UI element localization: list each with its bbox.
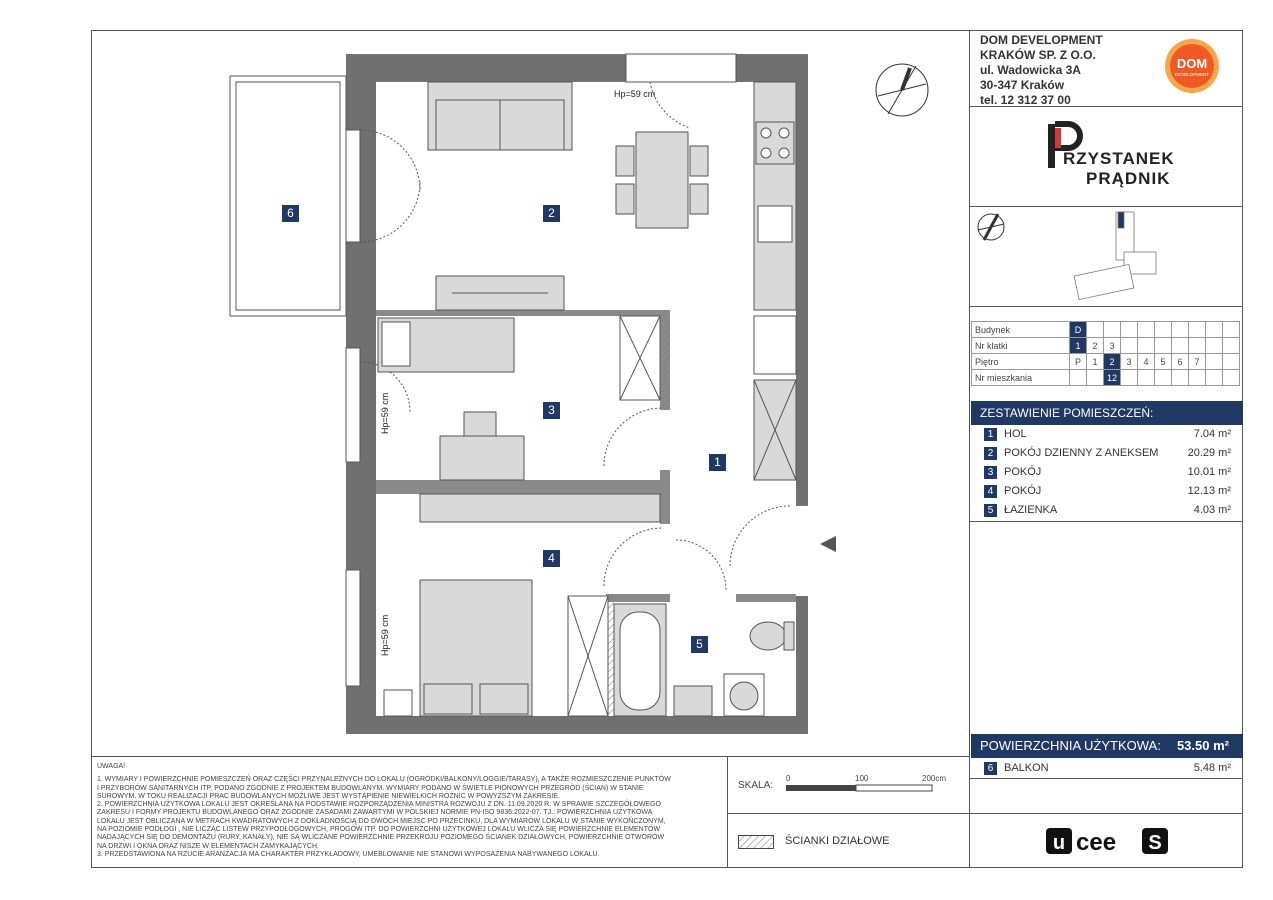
total-area-bar [971,734,1243,758]
room-name: HOL [1004,428,1027,440]
bed-single [378,318,514,372]
cell [1155,370,1172,386]
sidebar-row4-divider [969,778,1243,779]
note-line: 1. WYMIARY I POWIERZCHNIE POMIESZCZEŃ ORAZ CZĘŚCI PRZYNALEŻNYCH DO LOKALU (OGRÓDKI/BALKONY/LOGGIE/TARASY), A TAKŻE ROZMIESZCZENIE PUNKTÓW [97,776,671,784]
rooms-divider [969,521,1243,522]
plan-label-room-6: 6 [282,205,299,222]
sidebar-row2-divider [969,206,1243,207]
cell: P [1070,354,1087,370]
note-line: LOKALU JEST OBLICZANA W METRACH KWADRATOWYCH Z DOKŁADNOŚCIĄ DO DWÓCH MIEJSC PO PRZECINKU, DLA WYMIARÓW LOKALU W STANIE WYKOŃCZONYM, [97,817,666,825]
room-number: 5 [984,504,997,517]
cell [1172,370,1189,386]
balcony-number: 6 [984,762,997,775]
room-area: 12.13 m² [1187,485,1231,497]
ucees-logo [1046,826,1172,858]
company-info [980,33,1103,108]
balcony-area: 5.48 m² [1193,762,1231,774]
plan-label-room-3: 3 [543,402,560,419]
room-number: 2 [984,447,997,460]
cell: 12 [1104,370,1121,386]
total-area-value: 53.50 m² [1176,738,1229,753]
room-number: 3 [984,466,997,479]
partition-legend-label: ŚCIANKI DZIAŁOWE [785,835,890,847]
cell [1138,322,1155,338]
dom-development-logo [1159,38,1225,94]
total-area-label: POWIERZCHNIA UŻYTKOWA: [980,738,1161,753]
unit-location-table [971,321,1240,386]
svg-text:RZYSTANEK: RZYSTANEK [1063,149,1175,168]
plan-label-room-5: 5 [691,636,708,653]
balcony-row [971,759,1243,778]
sidebar-row5-divider [969,813,1243,814]
row-label: Nr mieszkania [972,370,1070,386]
row-label: Budynek [972,322,1070,338]
company-street: ul. Wadowicka 3A [980,63,1081,77]
window-sill-height-top: Hp=59 cm [614,89,656,99]
room-row [971,463,1243,482]
svg-text:PRĄDNIK: PRĄDNIK [1086,169,1171,188]
room-number: 4 [984,485,997,498]
note-line: NA DRZWI I OKNA ORAZ NISZE W ELEMENTACH ZAMYKAJĄCYCH. [97,842,319,850]
compass-icon [876,64,928,116]
company-name: DOM DEVELOPMENT [980,33,1103,47]
rooms-header: ZESTAWIENIE POMIESZCZEŃ: [971,401,1243,425]
wardrobe-room3 [620,316,660,400]
window-sill-height-room3: Hp=59 cm [380,392,390,434]
cell [1121,370,1138,386]
svg-text:cee: cee [1076,829,1117,856]
company-name-2: KRAKÓW SP. Z O.O. [980,48,1096,62]
tv-unit [436,276,564,310]
cell: 5 [1155,354,1172,370]
building-outline [1074,212,1156,300]
cell [1121,338,1138,354]
cell [1206,354,1223,370]
room-area: 4.03 m² [1193,504,1231,516]
svg-text:u: u [1052,832,1066,854]
cell [1223,322,1240,338]
note-line: 3. PRZEDSTAWIONA NA RZUCIE ARANŻACJA MA CHARAKTER PRZYKŁADOWY, UMEBLOWANIE NIE STANOWI WYPOSAŻENIA NABYWANEGO LOKALU. [97,850,600,858]
bathroom-fixtures [568,596,794,716]
kitchen [754,82,796,480]
cell [1138,370,1155,386]
partition-wall [662,316,668,410]
row-label: Piętro [972,354,1070,370]
cell [1070,370,1087,386]
svg-text:DOM: DOM [1176,56,1208,71]
scale-tick-200: 200cm [922,774,947,783]
room-row [971,425,1243,444]
note-line: I PRZYBORÓW SANITARNYCH ITP. PODANO ZGODNIE Z PROJEKTEM BUDOWLANYM. WYMIARY PODANO W ŚWIETLE PIONOWYCH PRZEGRÓD (ŚCIAN) W STANIE [97,784,644,792]
entrance-marker [820,536,836,552]
cell [1087,322,1104,338]
cell: 2 [1104,354,1121,370]
cell: D [1070,322,1087,338]
scale-bar [786,784,946,794]
table-row-pietro [972,354,1240,370]
cell [1104,322,1121,338]
cell [1223,338,1240,354]
sidebar-divider [969,30,970,868]
cell: 3 [1104,338,1121,354]
scale-tick-100: 100 [855,774,869,783]
cell [1155,338,1172,354]
plan-label-room-4: 4 [543,550,560,567]
cell [1189,370,1206,386]
cell [1172,322,1189,338]
cell [1206,370,1223,386]
balcony [230,76,346,316]
cell: 4 [1138,354,1155,370]
note-line: NADAJĄCYCH SIĘ DO DEMONTAŻU (RURY, KANAŁY), NIE SĄ WLICZANE POWIERZCHNIE PRZEKROJU POZIOMEGO ŚCIANEK DZIAŁOWYCH, POWIERZCHNIE OTWORÓW [97,834,665,842]
cell [1138,338,1155,354]
table-row-budynek [972,322,1240,338]
row-label: Nr klatki [972,338,1070,354]
svg-text:S: S [1148,832,1162,854]
note-line: NA POZIOMIE PODŁOGI , NIE LICZĄC LISTEW PRZYPODŁOGOWYCH, PROGÓW ITP. DO POWIERZCHNI UŻYTKOWEJ LOKALU WLICZA SIĘ POWIERZCHNIE ELEMENTÓW [97,826,661,834]
room-name: POKÓJ [1004,466,1042,478]
notes [97,763,713,859]
note-line: ZAKRESU I FORMY PROJEKTU BUDOWLANEGO ORAZ ZGODNIE ZASADAMI ZAWARTYMI W POLSKIEJ NORMIE PN-ISO 9836:2022-07. TJ.: POWIERZCHNIA UŻYTKOWA [97,809,653,817]
cell [1206,322,1223,338]
footer-divider [91,756,969,757]
scale-divider [727,813,969,814]
room-area: 10.01 m² [1187,466,1231,478]
cell: 6 [1172,354,1189,370]
dining-table [616,132,708,228]
room-name: POKÓJ [1004,485,1042,497]
table-row-mieszkanie [972,370,1240,386]
sofa [428,82,572,150]
partition-legend-swatch [738,835,774,849]
cell [1206,338,1223,354]
partition-wall [608,596,614,716]
cell [1223,370,1240,386]
room-area: 20.29 m² [1187,447,1231,459]
note-line: SUROWYM. W TOKU REALIZACJI PRAC BUDOWLANYCH MOŻLIWE JEST WYSTĄPIENIE NIEWIELKICH RÓŻNIC W POWYŻSZYM ZAKRESIE. [97,792,560,800]
table-row-klatka [972,338,1240,354]
room-name: POKÓJ DZIENNY Z ANEKSEM [1004,447,1159,459]
room-row [971,482,1243,501]
svg-text:DEVELOPMENT: DEVELOPMENT [1174,72,1210,77]
bed-double [420,580,532,716]
cell: 2 [1087,338,1104,354]
scale-label: SKALA: [738,780,774,791]
desk [440,412,524,480]
balcony-name: BALKON [1004,762,1049,774]
room-number: 1 [984,428,997,441]
site-compass-icon [978,214,1004,240]
przystanek-pradnik-logo [1040,120,1180,192]
cell [1189,338,1206,354]
cell [1189,322,1206,338]
shelf [420,494,660,522]
room-name: ŁAZIENKA [1004,504,1058,516]
cell: 1 [1070,338,1087,354]
room-row [971,501,1243,520]
sidebar-row3-divider [969,306,1243,307]
notes-divider [727,756,728,868]
cell: 1 [1087,354,1104,370]
cell [1121,322,1138,338]
company-phone: tel. 12 312 37 00 [980,93,1071,107]
notes-heading: UWAGA! [97,763,126,770]
company-city: 30-347 Kraków [980,78,1065,92]
window-sill-height-room4: Hp=59 cm [380,614,390,656]
note-line: 2. POWIERZCHNIA UŻYTKOWA LOKALU JEST OKREŚLANA NA PODSTAWIE ROZPORZĄDZENIA MINISTRA ROZWOJU Z DN. 11.09.2020 R. W SPRAWIE SZCZEGÓŁOWEGO [97,801,661,809]
room-area: 7.04 m² [1193,428,1231,440]
cell [1087,370,1104,386]
cell: 7 [1189,354,1206,370]
floor-plan [92,31,969,756]
nightstand [384,690,412,716]
plan-label-room-2: 2 [543,205,560,222]
room-row [971,444,1243,463]
cell: 3 [1121,354,1138,370]
cell [1223,354,1240,370]
cell [1155,322,1172,338]
site-map [972,208,1242,304]
scale-tick-0: 0 [786,774,791,783]
plan-label-room-1: 1 [709,454,726,471]
cell [1172,338,1189,354]
